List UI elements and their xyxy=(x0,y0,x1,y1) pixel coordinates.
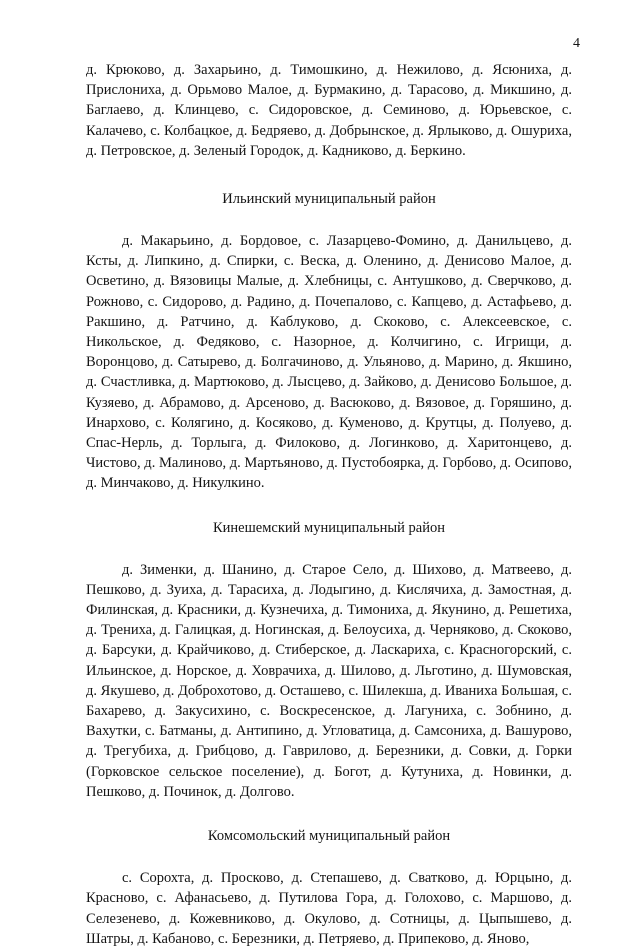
settlements-list-komsomolsky: с. Сорохта, д. Просково, д. Степашево, д. Сватково, д. Юрцыно, д. Красново, с. Афанасьево, д. Путилова Гора, д. Голохово, с. Маршово, д. Селезенево, д. Кожевниково, д. Окулово, д. Сотницы, д. Цыпышево, д. Шатры, д. Кабаново, с. Березники, д. Петряево, д. Припеково, д. Яново, xyxy=(86,870,572,947)
heading-komsomolsky-district: Комсомольский муниципальный район xyxy=(207,828,451,845)
settlements-list-intro: д. Крюково, д. Захарьино, д. Тимошкино, д. Нежилово, д. Ясюниха, д. Прислониха, д. Орьмово Малое, д. Бурмакино, д. Тарасово, д. Микшино, д. Баглаево, д. Клинцево, с. Сидоровское, д. Семиново, д. Юрьевское, с. Калачево, с. Колбацкое, д. Бедряево, д. Добрынское, д. Ярлыково, д. Ошуриха, д. Петровское, д. Зеленый Городок, д. Кадниково, д. Беркино. xyxy=(86,62,572,159)
document-body xyxy=(86,60,572,949)
page-number: 4 xyxy=(573,36,580,51)
settlements-list-kineshma: д. Зименки, д. Шанино, д. Старое Село, д. Шихово, д. Матвеево, д. Пешково, д. Зуиха, д. Тарасиха, д. Лодыгино, д. Кислячиха, д. Замостная, д. Филинская, д. Красники, д. Кузнечиха, д. Тимониха, д. Якунино, д. Решетиха, д. Трениха, д. Галицкая, д. Ногинская, д. Белоусиха, д. Черняково, д. Скоково, д. Барсуки, д. Крайчиково, д. Стиберское, д. Ласкариха, с. Красногорский, с. Ильинское, д. Норское, д. Ховрачиха, д. Шилово, д. Льготино, д. Шумовская, д. Якушево, д. Доброхотово, д. Осташево, с. Шилекша, д. Иваниха Большая, с. Бахарево, д. Закусихино, с. Воскресенское, д. Лагуниха, с. Зобнино, д. Вахутки, с. Батманы, д. Антипино, д. Угловатица, д. Самсониха, д. Вашурово, д. Трегубиха, д. Грибцово, д. Гаврилово, д. Березники, д. Совки, д. Горки (Горковское сельское поселение), д. Богот, д. Кутуниха, д. Новинки, д. Пешково, д. Починок, д. Долгово. xyxy=(86,561,572,800)
settlements-list-ilinsky: д. Макарьино, д. Бордовое, с. Лазарцево-Фомино, д. Данильцево, д. Ксты, д. Липкино, д. Спирки, с. Веска, д. Оленино, д. Денисово Малое, д. Осветино, д. Вязовицы Малые, д. Хлебницы, с. Антушково, д. Сверчково, д. Рожново, с. Сидорово, д. Радино, д. Почепалово, с. Капцево, д. Астафьево, д. Ракшино, д. Ратчино, д. Каблуково, д. Скоково, с. Алексеевское, с. Никольское, д. Федяково, с. Назорное, д. Колчигино, с. Игрищи, д. Воронцово, д. Сатырево, д. Болгачиново, д. Ульяново, д. Марино, д. Якшино, д. Счастливка, д. Мартюково, д. Лысцево, д. Зайково, д. Денисово Большое, д. Кузяево, д. Абрамово, д. Арсеново, д. Васюково, д. Вязовое, д. Горяшино, д. Инархово, с. Колягино, д. Косяково, д. Куменово, д. Крутцы, д. Полуево, д. Спас-Нерль, д. Торлыга, д. Филоково, д. Логинково, д. Харитонцево, д. Чистово, д. Малиново, д. Мартьяново, д. Пустобоярка, д. Горбово, д. Осипово, д. Минчаково, д. Никулкино. xyxy=(86,233,572,492)
heading-ilinsky-district: Ильинский муниципальный район xyxy=(222,191,436,208)
heading-kineshma-district: Кинешемский муниципальный район xyxy=(212,519,445,536)
